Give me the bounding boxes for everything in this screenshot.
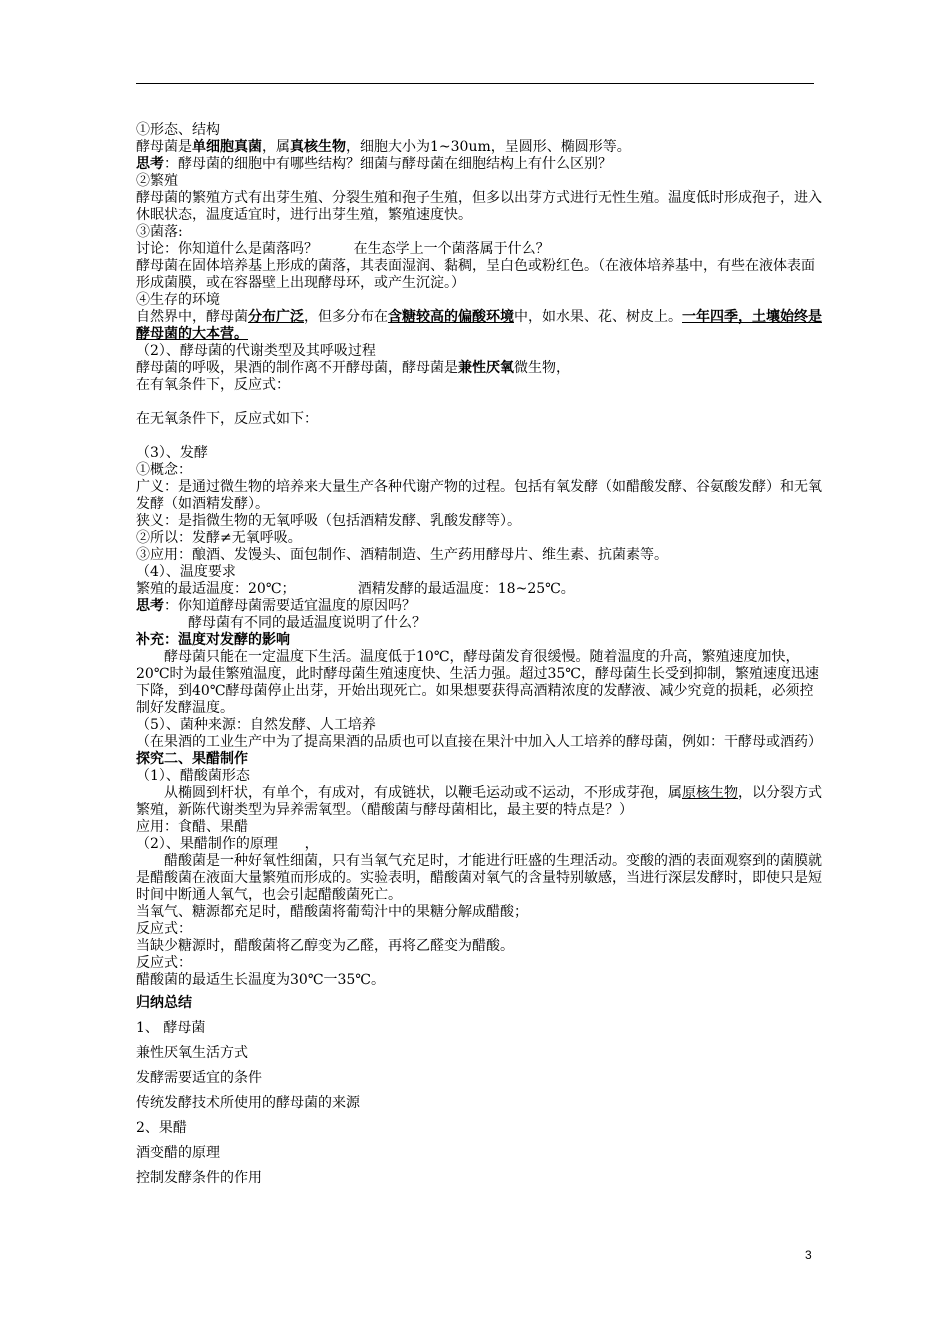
reproduction-text: 酵母菌的繁殖方式有出芽生殖、分裂生殖和孢子生殖，但多以出芽方式进行无性生殖。温度低时形成孢子，进入休眠状态，温度适宜时，进行出芽生殖，繁殖速度快。 [136, 190, 822, 223]
supplement-text: 酵母菌只能在一定温度下生活。温度低于10℃，酵母菌发育很缓慢。随着温度的升高，繁殖速度加快，20℃时为最佳繁殖温度，此时酵母菌生殖速度快、生活力强。超过35℃，酵母菌生长受到抑制，繁殖速度迅速下降，到40℃酵母菌停止出芽，开始出现死亡。如果想要获得高酒精浓度的发酵液、减少究竟的损耗，必须控制好发酵温度。 [136, 649, 819, 716]
summary-heading: 归纳总结 [136, 995, 192, 1011]
think-question-1: 思考：酵母菌的细胞中有哪些结构？细菌与酵母菌在细胞结构上有什么区别？ [136, 156, 612, 172]
metabolism-heading: （2）、酵母菌的代谢类型及其呼吸过程 [136, 343, 376, 359]
fermentation-heading: （3）、发酵 [136, 445, 208, 461]
think-question-2: 思考：你知道酵母菌需要适宜温度的原因吗？ [136, 598, 416, 614]
acetobacter-form-heading: （1）、醋酸菌形态 [136, 768, 250, 784]
morphology-text: 酵母菌是单细胞真菌，属真核生物，细胞大小为1~30um，呈圆形、椭圆形等。 [136, 139, 631, 155]
supplement-heading: 补充：温度对发酵的影响 [136, 632, 290, 648]
optimal-temperature: 醋酸菌的最适生长温度为30℃一35℃。 [136, 972, 385, 988]
broad-definition: 广义：是通过微生物的培养来大量生产各种代谢产物的过程。包括有氧发酵（如醋酸发酵、谷氨酸发酵）和无氧发酵（如酒精发酵）。 [136, 479, 822, 512]
summary-item: 控制发酵条件的作用 [136, 1170, 262, 1186]
temperature-values: 繁殖的最适温度：20℃； 酒精发酵的最适温度：18~25℃。 [136, 581, 575, 597]
page-number: 3 [805, 1248, 812, 1262]
acetobacter-form-text: 从椭圆到杆状，有单个，有成对，有成链状，以鞭毛运动或不运动，不形成芽孢，属原核生物，以分裂方式繁殖，新陈代谢类型为异养需氧型。（醋酸菌与酵母菌相比，最主要的特点是？） [136, 785, 822, 818]
condition-1: 当氧气、糖源都充足时，醋酸菌将葡萄汁中的果糖分解成醋酸； [136, 904, 528, 920]
summary-item: 传统发酵技术所使用的酵母菌的来源 [136, 1095, 360, 1111]
aerobic-reaction-label: 在有氧条件下，反应式： [136, 377, 290, 393]
colony-text: 酵母菌在固体培养基上形成的菌落，其表面湿润、黏稠，呈白色或粉红色。（在液体培养基中，有些在液体表面形成菌膜，或在容器壁上出现酵母环，或产生沉淀。） [136, 258, 815, 291]
metabolism-text: 酵母菌的呼吸，果酒的制作离不开酵母菌，酵母菌是兼性厌氧微生物， [136, 360, 570, 376]
section-2-title: 探究二、果醋制作 [136, 751, 248, 767]
strain-source-text: （在果酒的工业生产中为了提高果酒的品质也可以直接在果汁中加入人工培养的酵母菌，例如：干酵母或酒药） [136, 734, 822, 750]
reaction-label-1: 反应式： [136, 921, 192, 937]
reproduction-heading: ②繁殖 [136, 173, 178, 189]
summary-item: 2、果醋 [136, 1120, 187, 1136]
summary-item: 酒变醋的原理 [136, 1145, 220, 1161]
reaction-label-2: 反应式： [136, 955, 192, 971]
header-rule [136, 83, 814, 84]
narrow-definition: 狭义：是指微生物的无氧呼吸（包括酒精发酵、乳酸发酵等）。 [136, 513, 521, 529]
vinegar-principle-heading: （2）、果醋制作的原理 ， [136, 836, 319, 852]
environment-text: 自然界中，酵母菌分布广泛，但多分布在含糖较高的偏酸环境中，如水果、花、树皮上。一年四季，土壤始终是酵母菌的大本营。 [136, 309, 822, 342]
strain-source-heading: （5）、菌种来源：自然发酵、人工培养 [136, 717, 376, 733]
document-body [136, 122, 826, 1191]
morphology-heading: ①形态、结构 [136, 122, 220, 138]
fermentation-note: ②所以：发酵≠无氧呼吸。 [136, 530, 302, 546]
summary-item: 发酵需要适宜的条件 [136, 1070, 262, 1086]
anaerobic-reaction-label: 在无氧条件下，反应式如下： [136, 411, 318, 427]
colony-discussion: 讨论：你知道什么是菌落吗？ 在生态学上一个菌落属于什么？ [136, 241, 550, 257]
summary-item: 1、 酵母菌 [136, 1020, 206, 1036]
environment-heading: ④生存的环境 [136, 292, 220, 308]
vinegar-application: 应用：食醋、果醋 [136, 819, 248, 835]
summary-item: 兼性厌氧生活方式 [136, 1045, 248, 1061]
colony-heading: ③菌落: [136, 224, 183, 240]
temperature-heading: （4）、温度要求 [136, 564, 236, 580]
condition-2: 当缺少糖源时，醋酸菌将乙醇变为乙醛，再将乙醛变为醋酸。 [136, 938, 514, 954]
vinegar-principle-text: 醋酸菌是一种好氧性细菌，只有当氧气充足时，才能进行旺盛的生理活动。变酸的酒的表面观察到的菌膜就是醋酸菌在液面大量繁殖而形成的。实验表明，醋酸菌对氧气的含量特别敏感，当进行深层发酵时，即使只是短时间中断通人氧气，也会引起醋酸菌死亡。 [136, 853, 822, 903]
think-question-2b: 酵母菌有不同的最适温度说明了什么？ [188, 615, 426, 631]
concept-label: ①概念： [136, 462, 192, 478]
fermentation-application: ③应用：酿酒、发馒头、面包制作、酒精制造、生产药用酵母片、维生素、抗菌素等。 [136, 547, 668, 563]
